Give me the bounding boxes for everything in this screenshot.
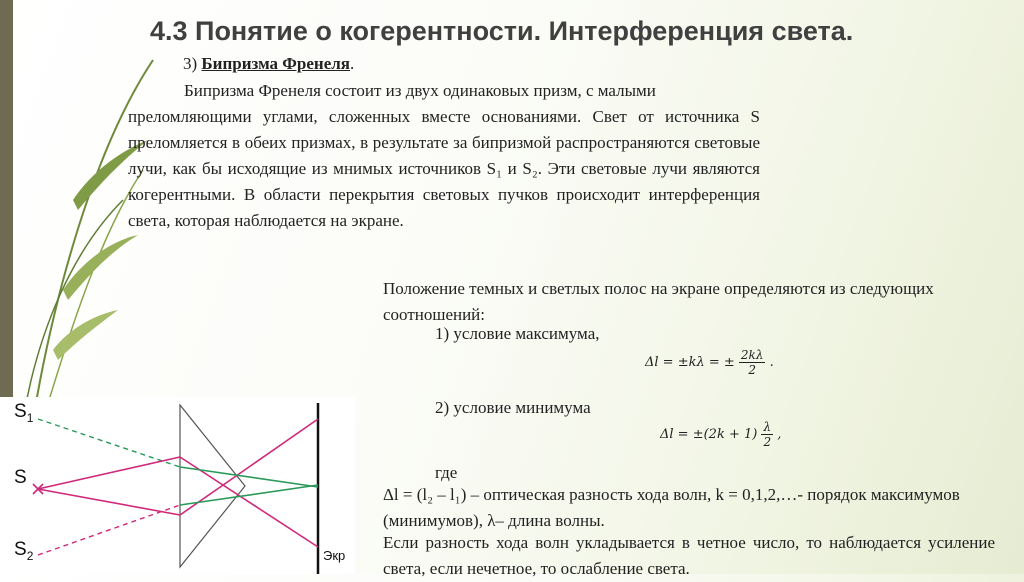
- label-s2-letter: S: [14, 539, 27, 560]
- label-s1-letter: S: [14, 401, 27, 422]
- paragraph1-rest: преломляющими углами, сложенных вместе основаниями. Свет от источника S преломляется в обеих призмах, в результате за бипризмой распространяются световые лучи, как бы исходящие из мнимых источников S₁ и S₂. Эти световые лучи являются когерентными. В области перекрытия световых пучков происходит интерференция света, которая наблюдается на экране.: [128, 107, 760, 230]
- ray-green-upper-out: [180, 467, 318, 487]
- formula2-lhs: Δl = ±(2k + 1): [660, 427, 758, 442]
- formula2-end: ,: [777, 427, 782, 442]
- formula2-denominator: 2: [763, 435, 772, 449]
- section-number: 3): [183, 54, 198, 73]
- where-label: где: [435, 463, 458, 482]
- screen-label: Экр: [323, 548, 346, 563]
- formula1-denominator: 2: [748, 363, 756, 377]
- formula1-numerator: 2kλ: [740, 348, 764, 362]
- ray-upper-in: [38, 457, 180, 489]
- virtual-ray-s2: [38, 505, 180, 555]
- biprism-shape: [180, 405, 245, 567]
- section-heading: [183, 54, 354, 74]
- ray-lower-in: [38, 489, 180, 515]
- formula2-numerator: λ: [761, 420, 773, 435]
- formula1-lhs: Δl = ±kλ = ±: [645, 355, 735, 370]
- formula-minimum: [660, 420, 781, 449]
- label-s2: [14, 539, 33, 563]
- formula2-fraction: [761, 420, 773, 449]
- paragraph-conclusion: Если разность хода волн укладывается в четное число, то наблюдается усиление света, если нечетное, то ослабление света.: [383, 533, 995, 578]
- formula1-end: .: [769, 355, 774, 370]
- virtual-ray-s1: [38, 419, 180, 467]
- paragraph-biprism-description: [128, 78, 760, 234]
- paragraph-path-difference: Δl = (l₂ – l₁) – оптическая разность хода волн, k = 0,1,2,…- порядок максимумов (минимумов), λ– длина волны.: [383, 485, 960, 530]
- condition-maximum-label: 1) условие максимума,: [435, 324, 600, 343]
- biprism-diagram-svg: [0, 397, 355, 574]
- ray-lower-out: [180, 419, 318, 515]
- biprism-diagram: [0, 397, 355, 574]
- formula-maximum: [645, 348, 774, 377]
- paragraph-fringe-positions: Положение темных и светлых полос на экране определяются из следующих соотношений:: [383, 279, 934, 324]
- formula1-fraction: [739, 348, 766, 377]
- label-s1-sub: 1: [26, 410, 34, 425]
- label-s: S: [14, 467, 27, 488]
- label-s1: [14, 401, 33, 425]
- section-name: Бипризма Френеля: [201, 54, 350, 73]
- page-title: 4.3 Понятие о когерентности. Интерференция света.: [150, 16, 854, 46]
- condition-minimum-label: 2) условие минимума: [435, 398, 591, 417]
- label-s2-sub: 2: [26, 548, 34, 563]
- section-dot: .: [349, 54, 355, 73]
- paragraph1-first-line: Бипризма Френеля состоит из двух одинаковых призм, с малыми: [184, 81, 656, 100]
